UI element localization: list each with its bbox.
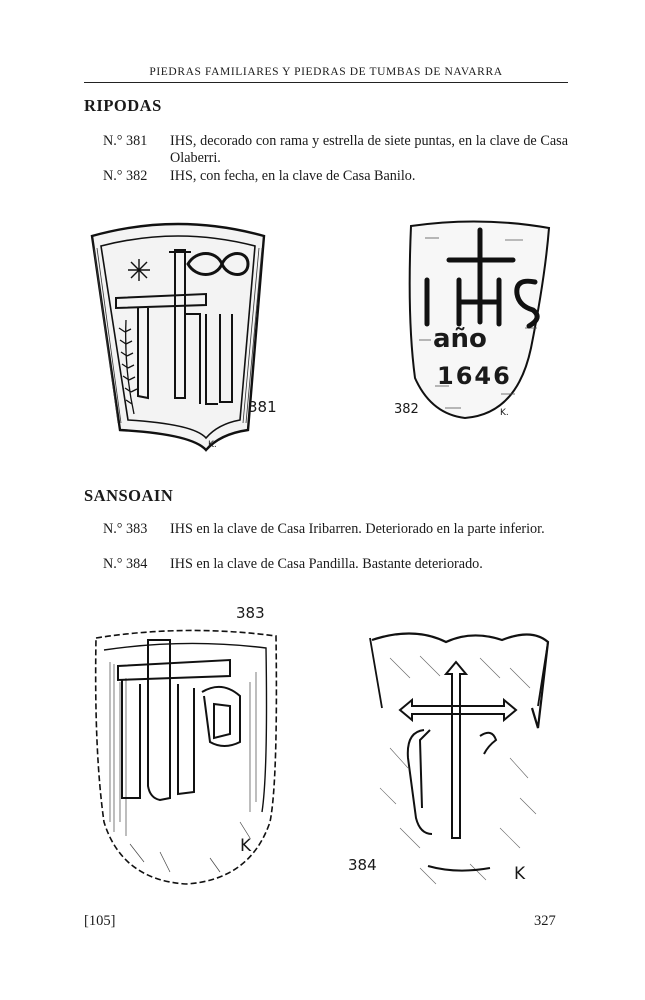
entry-number: N.° 384 <box>103 556 148 572</box>
entry-text: IHS en la clave de Casa Iribarren. Deteriorado en la parte inferior. <box>170 521 545 537</box>
figure-383-drawing <box>90 622 285 892</box>
section-title-sansoain: SANSOAIN <box>84 486 174 505</box>
figure-382-label: 382 <box>394 402 419 417</box>
folio-left: [105] <box>84 913 116 929</box>
figure-384-mark: K <box>514 864 526 884</box>
figure-382-inscription-line1: año <box>433 324 487 354</box>
figure-383-label: 383 <box>236 604 265 622</box>
figure-382-mark: K. <box>500 408 509 418</box>
header-rule <box>84 82 568 83</box>
entry-381 <box>103 133 568 167</box>
page-number: 327 <box>534 913 556 929</box>
running-header: PIEDRAS FAMILIARES Y PIEDRAS DE TUMBAS DE NAVARRA <box>149 66 503 78</box>
entry-text: IHS, decorado con rama y estrella de siete puntas, en la clave de Casa Olaberri. <box>170 133 568 166</box>
figure-381-mark: K. <box>208 440 217 450</box>
entry-number: N.° 381 <box>103 133 148 149</box>
entry-number: N.° 382 <box>103 168 148 184</box>
figure-384-drawing <box>360 628 556 894</box>
figure-381-label: 381 <box>248 398 277 416</box>
entry-text: IHS en la clave de Casa Pandilla. Bastante deteriorado. <box>170 556 483 572</box>
entry-text: IHS, con fecha, en la clave de Casa Banilo. <box>170 168 416 184</box>
figure-382-inscription-line2: 1646 <box>437 362 512 390</box>
section-title-ripodas: RIPODAS <box>84 96 162 115</box>
entry-383 <box>103 521 568 538</box>
entry-384 <box>103 556 568 573</box>
entry-382 <box>103 168 568 185</box>
figure-381-drawing <box>88 218 288 458</box>
entry-number: N.° 383 <box>103 521 148 537</box>
figure-384-label: 384 <box>348 856 377 874</box>
figure-383-mark: K <box>240 836 252 856</box>
